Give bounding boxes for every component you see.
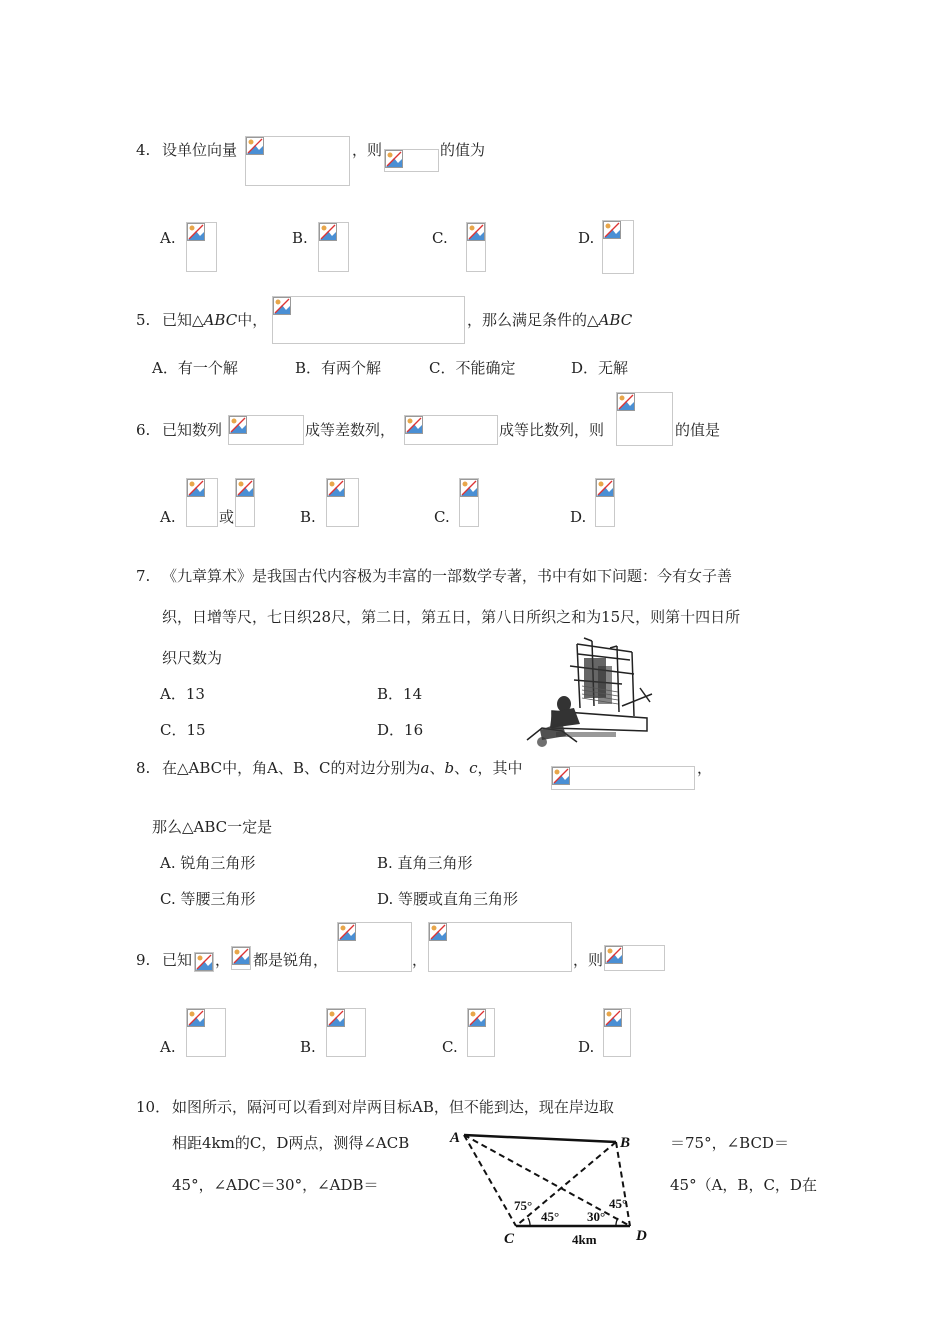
formula-image <box>603 1008 631 1057</box>
q4-text: 设单位向量 <box>162 141 238 159</box>
q6-text: 已知数列 <box>162 421 223 439</box>
distance-label: 4km <box>572 1232 597 1247</box>
option-label: D. <box>578 1038 595 1056</box>
q10-line: ＝75°，∠BCD＝ <box>670 1134 789 1152</box>
formula-image <box>186 1008 226 1057</box>
q7-line: 织，日增等尺，七日织28尺，第二日，第五日，第八日所织之和为15尺，则第十四日所 <box>162 608 741 626</box>
broken-image-icon <box>596 479 614 497</box>
q8-text: ， <box>697 759 713 777</box>
option-a: A．13 <box>160 685 205 703</box>
option-a: A．有一个解 <box>152 359 238 377</box>
q8-line: 那么△ABC一定是 <box>152 818 273 836</box>
broken-image-icon <box>460 479 478 497</box>
option-label: C. <box>432 229 448 247</box>
broken-image-icon <box>338 923 356 941</box>
formula-image <box>326 478 359 527</box>
q9-text: ， <box>215 951 231 969</box>
formula-image <box>551 766 695 790</box>
point-a-label: A <box>450 1130 461 1146</box>
broken-image-icon <box>467 223 485 241</box>
broken-image-icon <box>552 767 570 785</box>
formula-image <box>384 149 439 172</box>
broken-image-icon <box>187 223 205 241</box>
q10-line: 如图所示，隔河可以看到对岸两目标AB，但不能到达，现在岸边取 <box>172 1098 614 1116</box>
broken-image-icon <box>429 923 447 941</box>
broken-image-icon <box>605 946 623 964</box>
formula-image <box>245 136 350 186</box>
formula-image <box>186 222 217 272</box>
point-b-label: B <box>620 1135 631 1151</box>
formula-image <box>318 222 349 272</box>
option-b: B．14 <box>377 685 423 703</box>
q7-number: 7. <box>136 567 151 585</box>
angle-label-bcd: 45° <box>541 1209 560 1224</box>
or-text: 或 <box>219 508 235 526</box>
broken-image-icon <box>187 479 205 497</box>
point-d-label: D <box>636 1228 647 1244</box>
q5-text: ，那么满足条件的△ABC <box>467 311 633 329</box>
segment-ab <box>464 1135 616 1142</box>
formula-image <box>337 922 412 972</box>
broken-image-icon <box>617 393 635 411</box>
q9-text: ， <box>412 951 428 969</box>
broken-image-icon <box>319 223 337 241</box>
option-c: C．不能确定 <box>429 359 516 377</box>
option-b: B. 直角三角形 <box>377 854 473 872</box>
q5-text: 已知△ABC中， <box>162 311 268 329</box>
option-label: D. <box>570 508 587 526</box>
option-label: B. <box>300 1038 316 1056</box>
option-c: C. 等腰三角形 <box>160 890 256 908</box>
angle-label-adb: 45° <box>609 1196 628 1211</box>
segment-bd <box>616 1142 630 1226</box>
option-label: B. <box>292 229 308 247</box>
broken-image-icon <box>327 479 345 497</box>
point-c-label: C <box>504 1231 515 1247</box>
q9-text: 都是锐角， <box>253 951 329 969</box>
option-label: C. <box>442 1038 458 1056</box>
broken-image-icon <box>385 150 403 168</box>
broken-image-icon <box>236 479 254 497</box>
q10-line: 相距4km的C，D两点，测得∠ACB <box>172 1134 410 1152</box>
segment-ac <box>464 1135 516 1226</box>
weaving-loom-illustration <box>522 636 657 749</box>
q8-number: 8. <box>136 759 151 777</box>
formula-image <box>272 296 465 344</box>
option-d: D．16 <box>377 721 424 739</box>
q6-number: 6. <box>136 421 151 439</box>
q10-line: 45°，∠ADC＝30°，∠ADB＝ <box>172 1176 379 1194</box>
q7-line: 织尺数为 <box>162 649 223 667</box>
formula-image <box>186 478 218 527</box>
option-d: D．无解 <box>571 359 629 377</box>
q9-text: ，则 <box>573 951 604 969</box>
option-label: C. <box>434 508 450 526</box>
broken-image-icon <box>195 953 213 971</box>
broken-image-icon <box>229 416 247 434</box>
q6-text: 成等差数列， <box>305 421 396 439</box>
broken-image-icon <box>604 1009 622 1027</box>
option-label: B. <box>300 508 316 526</box>
formula-image <box>595 478 615 527</box>
formula-image <box>228 415 304 445</box>
q7-line: 《九章算术》是我国古代内容极为丰富的一部数学专著，书中有如下问题：今有女子善 <box>162 567 733 585</box>
q10-line: 45°（A，B，C，D在 <box>670 1176 817 1194</box>
broken-image-icon <box>232 947 250 965</box>
formula-image <box>194 952 214 972</box>
q9-number: 9. <box>136 951 151 969</box>
formula-image <box>231 946 251 970</box>
option-b: B．有两个解 <box>295 359 382 377</box>
formula-image <box>235 478 255 527</box>
q5-number: 5. <box>136 311 151 329</box>
option-c: C．15 <box>160 721 206 739</box>
option-d: D. 等腰或直角三角形 <box>377 890 519 908</box>
option-label: A. <box>160 1038 176 1056</box>
q8-text: 在△ABC中，角A、B、C的对边分别为a、b、c，其中 <box>162 759 523 777</box>
formula-image <box>602 220 634 274</box>
broken-image-icon <box>246 137 264 155</box>
formula-image <box>404 415 498 445</box>
formula-image <box>604 945 665 971</box>
q4-number: 4. <box>136 141 151 159</box>
q4-text: ，则 <box>352 141 383 159</box>
formula-image <box>466 222 486 272</box>
formula-image <box>616 392 673 446</box>
q6-text: 成等比数列，则 <box>499 421 605 439</box>
formula-image <box>326 1008 366 1057</box>
formula-image <box>459 478 479 527</box>
river-geometry-figure <box>448 1120 660 1250</box>
option-a: A. 锐角三角形 <box>160 854 256 872</box>
q4-text: 的值为 <box>440 141 486 159</box>
formula-image <box>428 922 572 972</box>
option-label: A. <box>160 229 176 247</box>
broken-image-icon <box>273 297 291 315</box>
broken-image-icon <box>327 1009 345 1027</box>
option-label: A. <box>160 508 176 526</box>
q6-text: 的值是 <box>675 421 721 439</box>
q10-number: 10． <box>136 1098 171 1116</box>
q9-text: 已知 <box>162 951 193 969</box>
broken-image-icon <box>468 1009 486 1027</box>
broken-image-icon <box>603 221 621 239</box>
broken-image-icon <box>405 416 423 434</box>
option-label: D. <box>578 229 595 247</box>
angle-label-acb: 75° <box>514 1198 533 1213</box>
broken-image-icon <box>187 1009 205 1027</box>
formula-image <box>467 1008 495 1057</box>
angle-label-adc: 30° <box>587 1209 606 1224</box>
